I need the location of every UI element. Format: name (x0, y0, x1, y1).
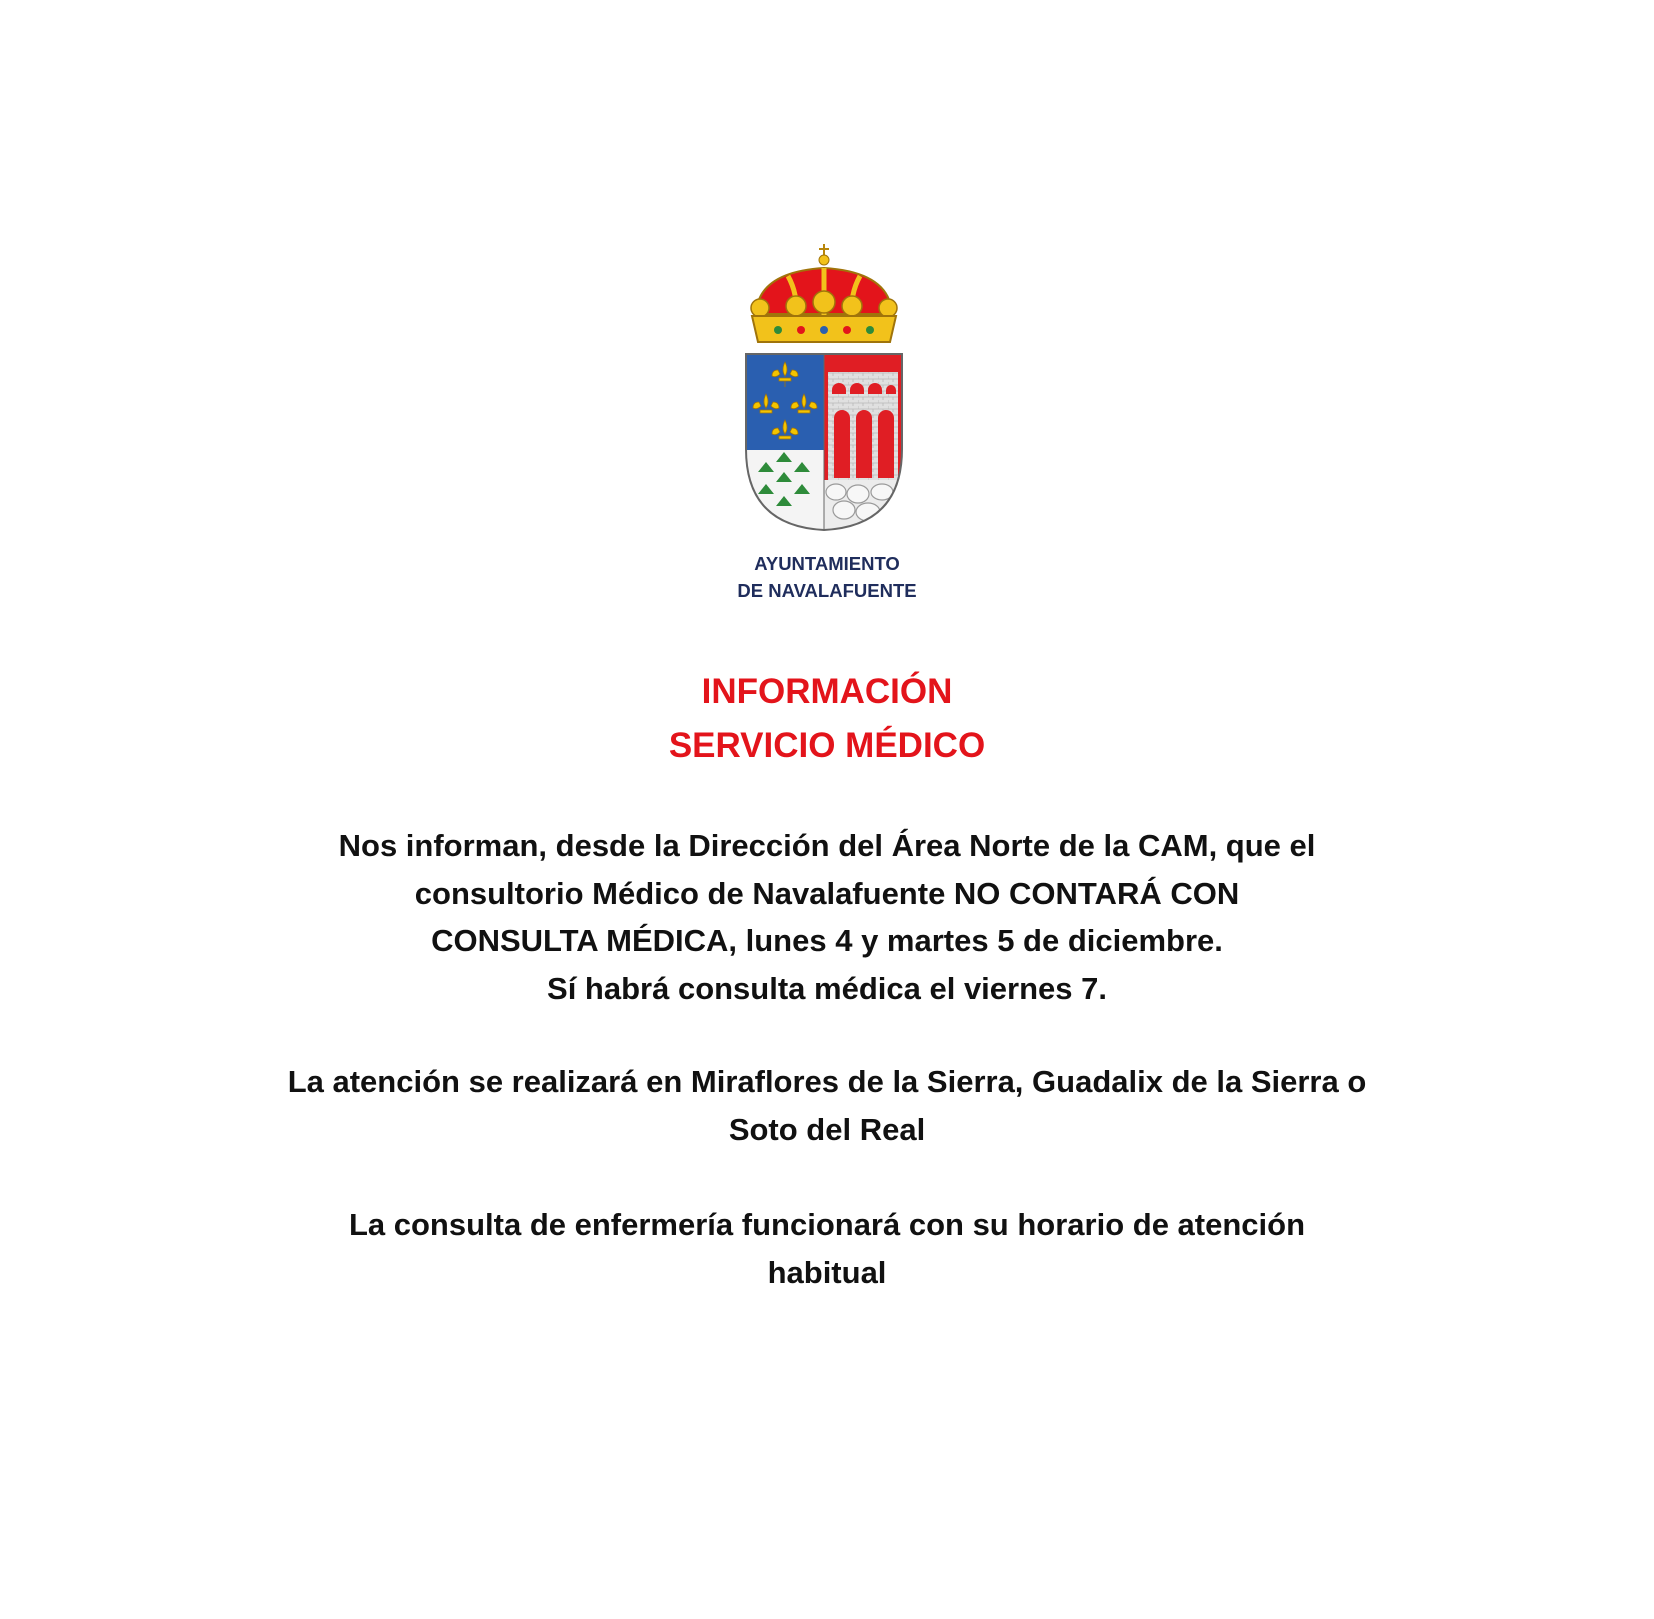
notice-paragraph-3 (177, 1201, 1477, 1296)
paragraph-line: La atención se realizará en Miraflores de la Sierra, Guadalix de la Sierra o (287, 1064, 1367, 1099)
notice-paragraph-2 (177, 1058, 1477, 1153)
organization-line-1: AYUNTAMIENTO (754, 553, 900, 574)
notice-heading (427, 665, 1227, 773)
notice-paragraph-1 (177, 822, 1477, 1012)
paragraph-line: Sí habrá consulta médica el viernes 7. (547, 970, 1107, 1006)
heading-line-2: SERVICIO MÉDICO (668, 726, 986, 765)
paragraph-line: La consulta de enfermería funcionará con su horario de atención (348, 1207, 1306, 1242)
paragraph-line: habitual (767, 1254, 887, 1290)
paragraph-line: Nos informan, desde la Dirección del Área Norte de la CAM, que el (338, 828, 1316, 863)
heading-line-1: INFORMACIÓN (701, 672, 953, 711)
paragraph-line: CONSULTA MÉDICA, lunes 4 y martes 5 de diciembre. (431, 923, 1223, 958)
paragraph-line: Soto del Real (728, 1111, 926, 1147)
crown-icon (751, 244, 897, 342)
organization-line-2: DE NAVALAFUENTE (737, 580, 917, 601)
organization-name (677, 550, 977, 604)
coat-of-arms-icon (738, 244, 910, 534)
paragraph-line: consultorio Médico de Navalafuente NO CONTARÁ CON (414, 875, 1240, 911)
